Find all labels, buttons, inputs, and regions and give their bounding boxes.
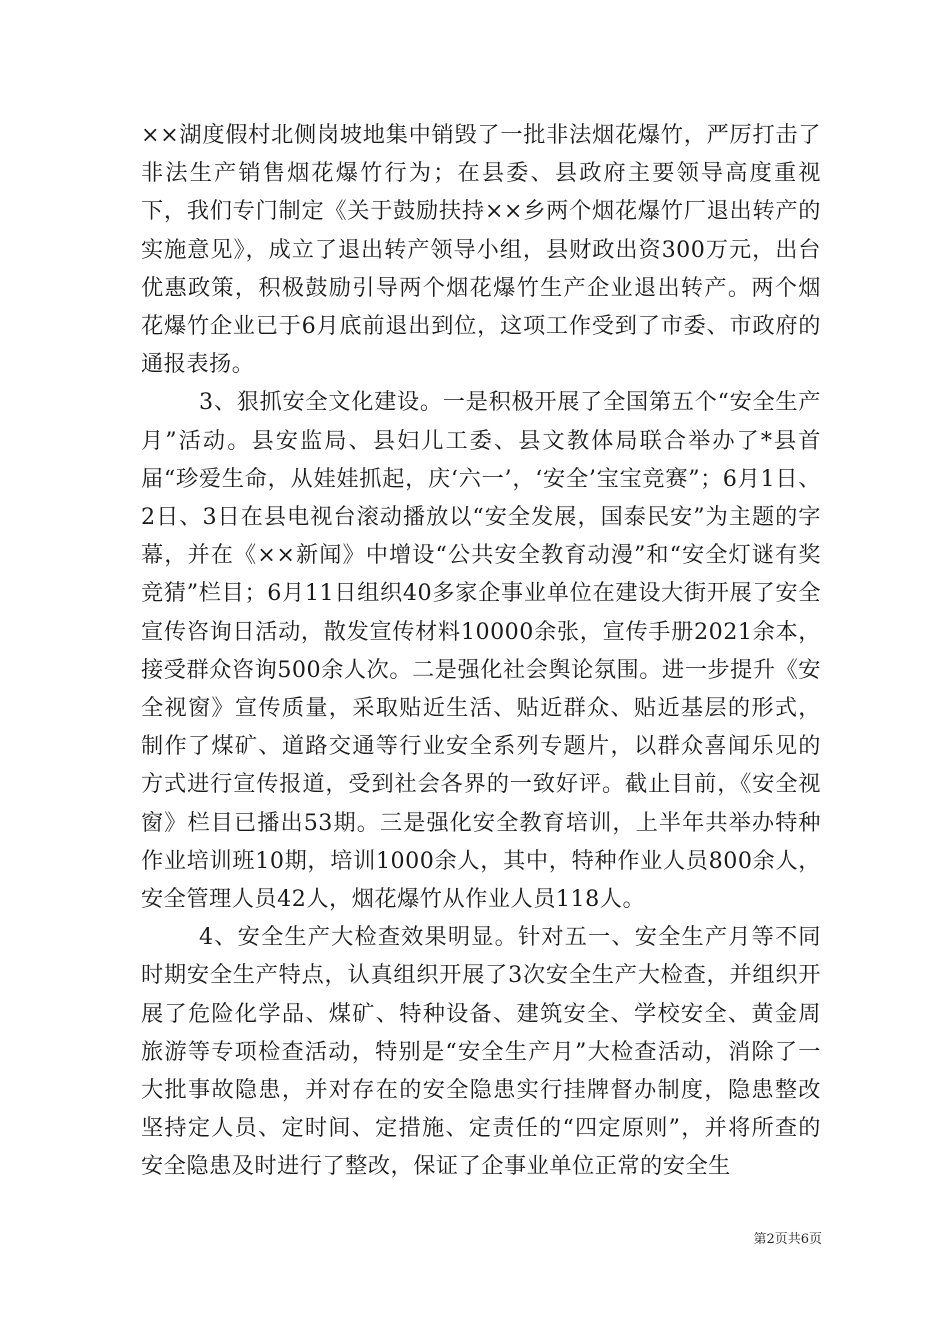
paragraph-continuation: ××湖度假村北侧岗坡地集中销毁了一批非法烟花爆竹，严厉打击了非法生产销售烟花爆竹行为；在县委、县政府主要领导高度重视下，我们专门制定《关于鼓励扶持××乡两个烟花爆竹厂退出转产的实施意见》，成立了退出转产领导小组，县财政出资300万元，出台优惠政策，积极鼓励引导两个烟花爆竹生产企业退出转产。两个烟花爆竹企业已于6月底前退出到位，这项工作受到了市委、市政府的通报表扬。	[141, 122, 821, 378]
document-body	[141, 116, 821, 1186]
page-number: 第2页共6页	[753, 1232, 822, 1247]
paragraph-safety-culture: 3、狠抓安全文化建设。一是积极开展了全国第五个“安全生产月”活动。县安监局、县妇儿工委、县文教体局联合举办了*县首届“珍爱生命，从娃娃抓起，庆‘六一’，‘安全’宝宝竞赛”；6月1日、2日、3日在县电视台滚动播放以“安全发展，国泰民安”为主题的字幕，并在《××新闻》中增设“公共安全教育动漫”和“安全灯谜有奖竞猜”栏目；6月11日组织40多家企事业单位在建设大街开展了安全宣传咨询日活动，散发宣传材料10000余张，宣传手册2021余本，接受群众咨询500余人次。二是强化社会舆论氛围。进一步提升《安全视窗》宣传质量，采取贴近生活、贴近群众、贴近基层的形式，制作了煤矿、道路交通等行业安全系列专题片，以群众喜闻乐见的方式进行宣传报道，受到社会各界的一致好评。截止目前，《安全视窗》栏目已播出53期。三是强化安全教育培训，上半年共举办特种作业培训班10期，培训1000余人，其中，特种作业人员800余人，安全管理人员42人，烟花爆竹从作业人员118人。	[141, 389, 821, 913]
paragraph-safety-inspection: 4、安全生产大检查效果明显。针对五一、安全生产月等不同时期安全生产特点，认真组织开展了3次安全生产大检查，并组织开展了危险化学品、煤矿、特种设备、建筑安全、学校安全、黄金周旅游等专项检查活动，特别是“安全生产月”大检查活动，消除了一大批事故隐患，并对存在的安全隐患实行挂牌督办制度，隐患整改坚持定人员、定时间、定措施、定责任的“四定原则”，并将所查的安全隐患及时进行了整改，保证了企事业单位正常的安全生	[141, 924, 821, 1180]
